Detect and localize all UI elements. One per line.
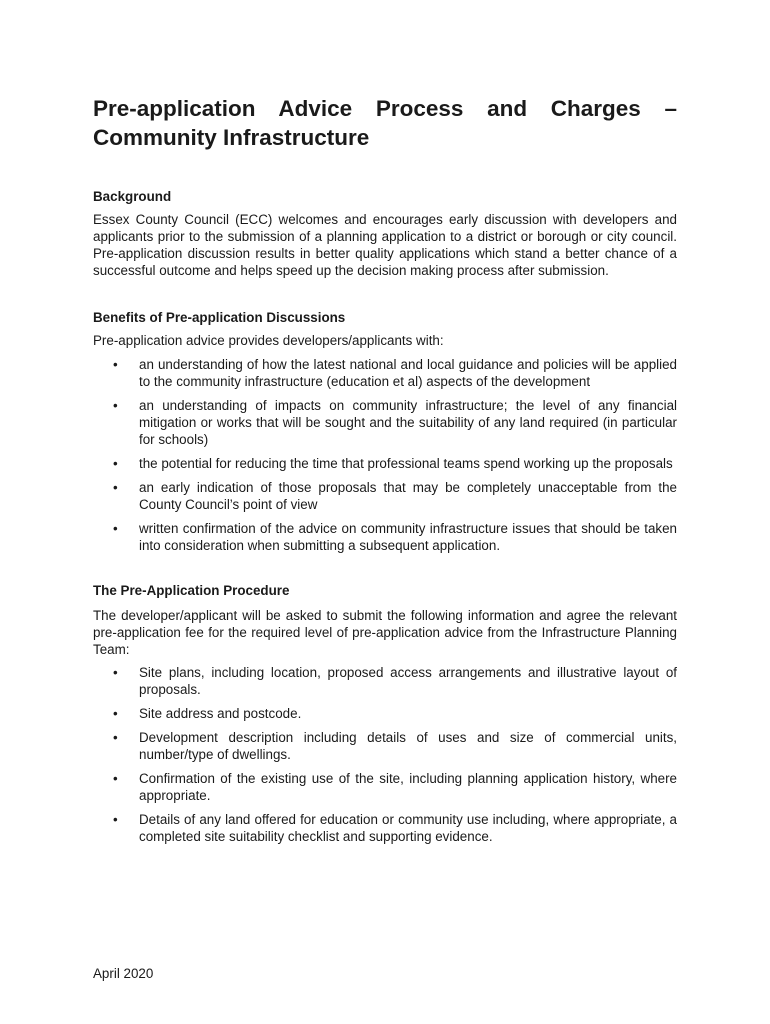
bullet-icon: • [113,521,118,536]
list-item [93,479,677,513]
footer-date: April 2020 [93,966,154,981]
list-item-text: written confirmation of the advice on community infrastructure issues that should be taken into consideration when submitting a subsequent application. [139,521,677,553]
bullet-icon: • [113,480,118,495]
list-item-text: Site plans, including location, proposed access arrangements and illustrative layout of proposals. [139,665,677,697]
bullet-icon: • [113,398,118,413]
list-item [93,664,677,698]
document-page [93,94,677,845]
list-item-text: an early indication of those proposals that may be completely unacceptable from the County Council’s point of view [139,480,677,512]
list-item-text: Site address and postcode. [139,706,302,721]
benefits-section [93,309,677,554]
list-item [93,770,677,804]
benefits-heading: Benefits of Pre-application Discussions [93,310,346,325]
bullet-icon: • [113,706,118,721]
bullet-icon: • [113,665,118,680]
bullet-icon: • [113,771,118,786]
bullet-icon: • [113,812,118,827]
list-item [93,520,677,554]
page-title: Pre-application Advice Process and Charges – Community Infrastructure [93,96,677,150]
procedure-heading: The Pre-Application Procedure [93,583,290,598]
list-item-text: Details of any land offered for education or community use including, where appropriate, a completed site suitability checklist and supporting evidence. [139,812,677,844]
list-item-text: an understanding of how the latest national and local guidance and policies will be applied to the community infrastructure (education et al) aspects of the development [139,357,677,389]
list-item [93,397,677,448]
bullet-icon: • [113,357,118,372]
background-section [93,188,677,279]
list-item [93,705,677,722]
list-item [93,729,677,763]
list-item [93,356,677,390]
background-heading: Background [93,189,172,204]
list-item-text: Development description including details of uses and size of commercial units, number/type of dwellings. [139,730,677,762]
bullet-icon: • [113,730,118,745]
list-item [93,811,677,845]
procedure-list [93,664,677,845]
list-item-text: Confirmation of the existing use of the site, including planning application history, where appropriate. [139,771,677,803]
list-item-text: the potential for reducing the time that professional teams spend working up the proposals [139,456,673,471]
procedure-section [93,582,677,845]
bullet-icon: • [113,456,118,471]
background-paragraph: Essex County Council (ECC) welcomes and encourages early discussion with developers and applicants prior to the submission of a planning application to a district or borough or city council. Pre-application discussion results in better quality applications which stand a better chance of a successful outcome and helps speed up the decision making process after submission. [93,212,677,278]
list-item [93,455,677,472]
list-item-text: an understanding of impacts on community infrastructure; the level of any financial mitigation or works that will be sought and the suitability of any land required (in particular for schools) [139,398,677,447]
benefits-list [93,356,677,554]
benefits-intro: Pre-application advice provides developers/applicants with: [93,333,444,348]
procedure-intro: The developer/applicant will be asked to submit the following information and agree the relevant pre-application fee for the required level of pre-application advice from the Infrastructure Planning Team: [93,608,677,657]
